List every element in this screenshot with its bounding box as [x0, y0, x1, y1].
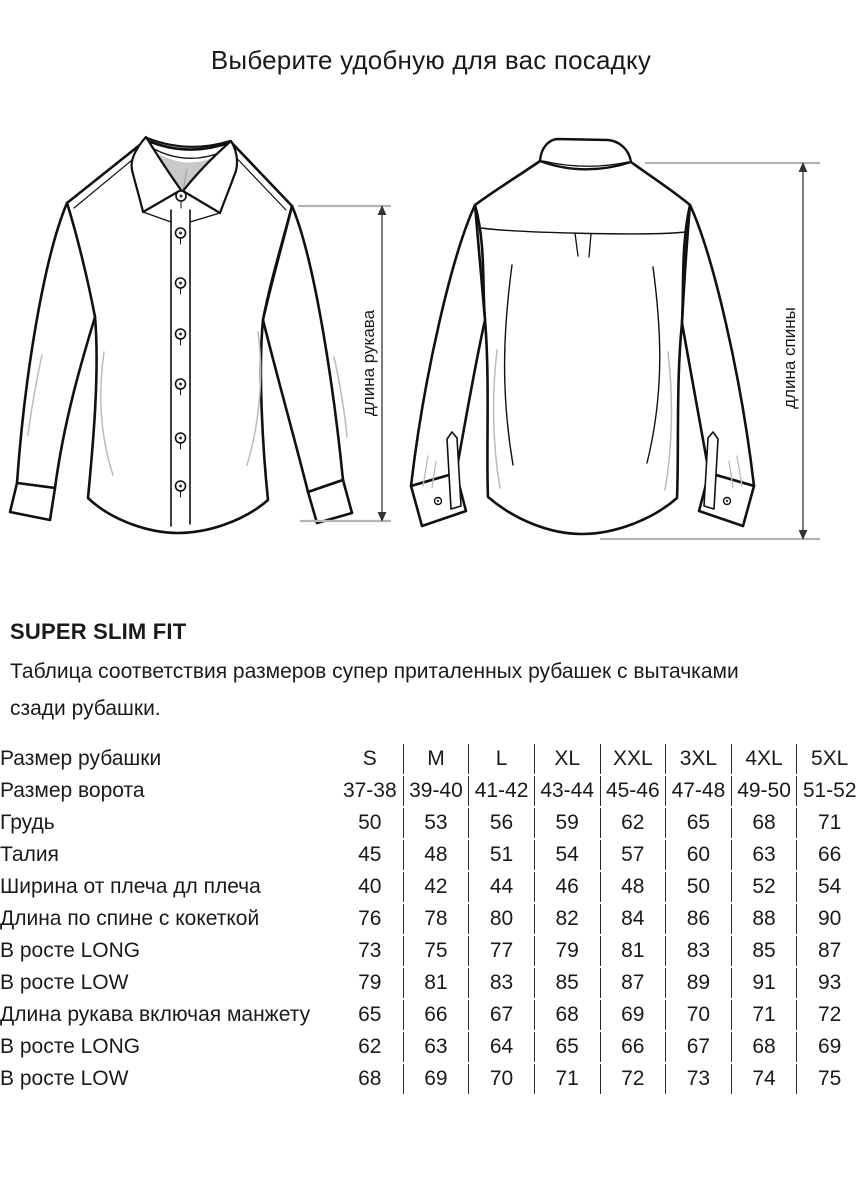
size-value: 3XL — [665, 744, 731, 774]
size-value: 72 — [796, 1000, 862, 1030]
size-value: 47-48 — [665, 776, 731, 806]
size-value: 54 — [796, 872, 862, 902]
size-value: 40 — [358, 875, 382, 898]
row-label: Грудь — [0, 811, 55, 834]
size-value: 56 — [468, 808, 534, 838]
size-value: 74 — [731, 1064, 797, 1094]
size-value: 69 — [796, 1032, 862, 1062]
size-value: 88 — [731, 904, 797, 934]
row-label: Размер ворота — [0, 779, 145, 802]
size-value: 85 — [731, 936, 797, 966]
size-value: 63 — [403, 1032, 469, 1062]
size-value: 68 — [358, 1067, 382, 1090]
size-value: 87 — [600, 968, 666, 998]
size-value: 53 — [403, 808, 469, 838]
size-value: M — [403, 744, 469, 774]
size-value: 42 — [403, 872, 469, 902]
size-value: 73 — [358, 939, 382, 962]
size-value: 52 — [731, 872, 797, 902]
size-value: 57 — [600, 840, 666, 870]
size-value: 87 — [796, 936, 862, 966]
table-row — [0, 808, 862, 838]
size-value: 65 — [358, 1003, 382, 1026]
section-heading: SUPER SLIM FIT — [10, 619, 187, 644]
size-value: 63 — [731, 840, 797, 870]
size-value: 54 — [534, 840, 600, 870]
row-label: Талия — [0, 843, 59, 866]
size-value: 68 — [731, 1032, 797, 1062]
table-row — [0, 936, 862, 966]
size-value: 45-46 — [600, 776, 666, 806]
size-value: 77 — [468, 936, 534, 966]
size-value: 43-44 — [534, 776, 600, 806]
size-value: 46 — [534, 872, 600, 902]
size-value: 83 — [665, 936, 731, 966]
table-row — [0, 1032, 862, 1062]
size-value: 81 — [403, 968, 469, 998]
size-value: 86 — [665, 904, 731, 934]
size-value: 75 — [796, 1064, 862, 1094]
size-value: 71 — [534, 1064, 600, 1094]
row-label: В росте LONG — [0, 939, 141, 962]
size-value: 73 — [665, 1064, 731, 1094]
size-value: 39-40 — [403, 776, 469, 806]
row-label: В росте LOW — [0, 971, 129, 994]
size-value: 65 — [534, 1032, 600, 1062]
size-value: L — [468, 744, 534, 774]
row-label: Длина по спине с кокеткой — [0, 907, 260, 930]
table-row — [0, 904, 862, 934]
size-value: 72 — [600, 1064, 666, 1094]
size-value: 85 — [534, 968, 600, 998]
table-row — [0, 1064, 862, 1094]
row-label: Ширина от плеча дл плеча — [0, 875, 261, 898]
size-value: 50 — [358, 811, 382, 834]
shirts-diagram — [0, 120, 862, 580]
size-value: 69 — [403, 1064, 469, 1094]
size-value: 83 — [468, 968, 534, 998]
size-value: 69 — [600, 1000, 666, 1030]
table-description — [10, 653, 830, 727]
size-value: 66 — [600, 1032, 666, 1062]
size-value: 51-52 — [796, 776, 862, 806]
size-value: 70 — [468, 1064, 534, 1094]
size-value: 68 — [731, 808, 797, 838]
table-row — [0, 872, 862, 902]
size-value: 68 — [534, 1000, 600, 1030]
size-value: 84 — [600, 904, 666, 934]
size-value: 70 — [665, 1000, 731, 1030]
size-value: 67 — [665, 1032, 731, 1062]
table-row — [0, 968, 862, 998]
size-value: 76 — [358, 907, 382, 930]
size-value: 48 — [600, 872, 666, 902]
size-value: 51 — [468, 840, 534, 870]
size-value: 44 — [468, 872, 534, 902]
size-value: 49-50 — [731, 776, 797, 806]
size-value: 45 — [358, 843, 382, 866]
size-value: S — [362, 747, 377, 770]
size-value: 80 — [468, 904, 534, 934]
size-value: 4XL — [731, 744, 797, 774]
size-value: XL — [534, 744, 600, 774]
front-shirt-drawing — [10, 137, 352, 533]
sleeve-length-label: длина рукава — [359, 309, 378, 417]
back-shirt-drawing — [411, 139, 754, 534]
size-value: 62 — [358, 1035, 382, 1058]
size-table — [0, 742, 862, 1096]
size-value: 66 — [796, 840, 862, 870]
size-value: 89 — [665, 968, 731, 998]
size-value: 60 — [665, 840, 731, 870]
size-value: 82 — [534, 904, 600, 934]
row-label: Длина рукава включая манжету — [0, 1003, 311, 1026]
table-row — [0, 840, 862, 870]
size-value: 93 — [796, 968, 862, 998]
size-value: 91 — [731, 968, 797, 998]
table-row — [0, 1000, 862, 1030]
size-value: 71 — [731, 1000, 797, 1030]
size-value: 50 — [665, 872, 731, 902]
size-value: 5XL — [796, 744, 862, 774]
size-value: 71 — [796, 808, 862, 838]
size-value: 90 — [796, 904, 862, 934]
size-value: 37-38 — [342, 779, 397, 802]
page-title: Выберите удобную для вас посадку — [210, 45, 652, 75]
size-value: 48 — [403, 840, 469, 870]
row-label: Размер рубашки — [0, 747, 162, 770]
row-label: В росте LOW — [0, 1067, 129, 1090]
size-value: 75 — [403, 936, 469, 966]
size-table-body — [0, 744, 862, 1094]
size-value: 81 — [600, 936, 666, 966]
size-value: 41-42 — [468, 776, 534, 806]
table-row — [0, 776, 862, 806]
size-value: 79 — [358, 971, 382, 994]
back-length-label: длина спины — [780, 307, 799, 409]
description-line: сзади рубашки. — [10, 697, 161, 720]
size-value: 66 — [403, 1000, 469, 1030]
size-value: 78 — [403, 904, 469, 934]
size-value: 62 — [600, 808, 666, 838]
size-value: 67 — [468, 1000, 534, 1030]
size-value: 79 — [534, 936, 600, 966]
size-value: 64 — [468, 1032, 534, 1062]
size-value: 65 — [665, 808, 731, 838]
row-label: В росте LONG — [0, 1035, 141, 1058]
size-value: XXL — [600, 744, 666, 774]
size-value: 59 — [534, 808, 600, 838]
table-row — [0, 744, 862, 774]
description-line: Таблица соответствия размеров супер приталенных рубашек с вытачками — [10, 660, 739, 683]
